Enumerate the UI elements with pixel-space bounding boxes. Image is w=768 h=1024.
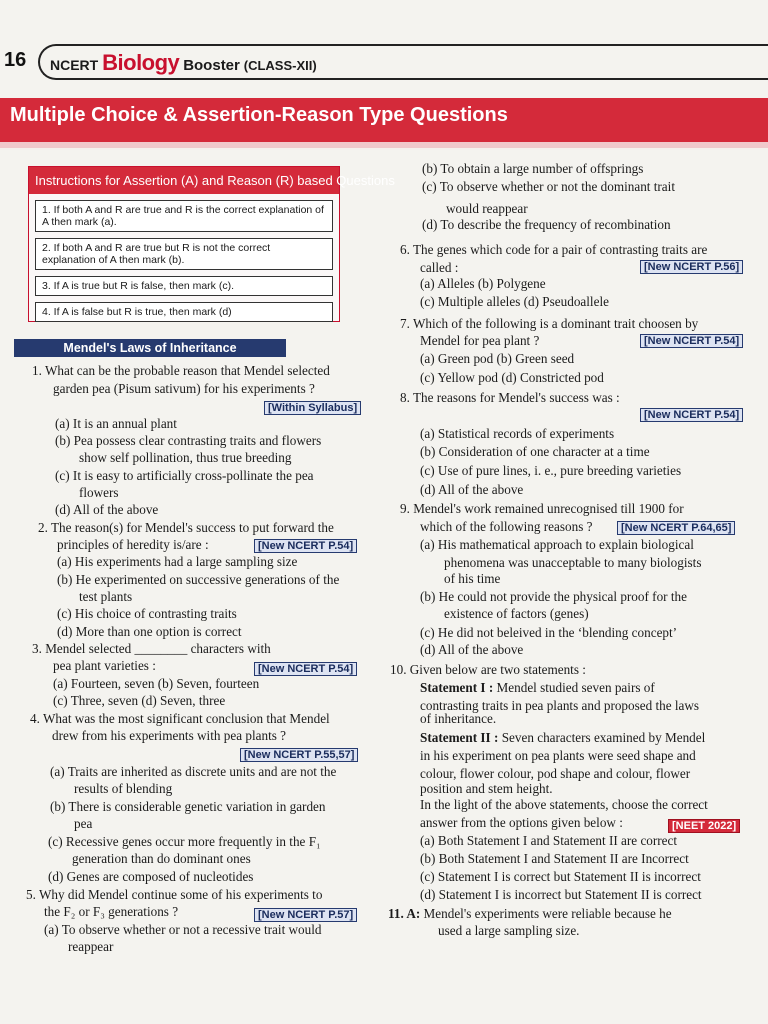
line-text: flowers [79, 485, 119, 500]
line-text: (b) There is considerable genetic variation in garden [50, 799, 326, 814]
text-line [52, 727, 286, 744]
line-text: answer from the options given below : [420, 815, 623, 830]
reference-tag: [New NCERT P.54] [640, 408, 743, 422]
text-line [57, 571, 339, 588]
text-line [400, 500, 684, 517]
text-line [57, 553, 297, 570]
text-line [400, 389, 620, 406]
text-line [420, 710, 496, 727]
line-text: of inheritance. [420, 711, 497, 726]
text-line [50, 798, 325, 815]
book-title [50, 50, 317, 76]
reference-tag: [New NCERT P.57] [254, 908, 357, 922]
line-text: phenomena was unacceptable to many biologists [444, 555, 702, 570]
line-text: (b) To obtain a large number of offsprings [422, 161, 644, 176]
line-text: 10. Given below are two statements : [390, 662, 586, 677]
instruction-item: 2. If both A and R are true but R is not the correct explanation of A then mark (b). [35, 238, 333, 270]
text-line [388, 905, 672, 922]
line-text: 9. Mendel's work remained unrecognised till 1900 for [400, 501, 684, 516]
text-line [400, 315, 698, 332]
line-text: pea [74, 816, 93, 831]
text-line [79, 484, 119, 501]
line-text: (a) Alleles (b) Polygene [420, 276, 546, 291]
line-text: Seven characters examined by Mendel [498, 730, 706, 745]
line-text: 6. The genes which code for a pair of contrasting traits are [400, 242, 708, 257]
line-text: 2. The reason(s) for Mendel's success to put forward the [38, 520, 334, 535]
line-text: would reappear [446, 201, 528, 216]
line-text: (c) To observe whether or not the dominant trait [422, 179, 675, 194]
line-text: principles of heredity is/are : [57, 537, 209, 552]
ncert-reference-tag [254, 659, 357, 676]
line-text: (c) Three, seven (d) Seven, three [53, 693, 226, 708]
reference-tag: [New NCERT P.56] [640, 260, 743, 274]
line-text: (d) All of the above [55, 502, 159, 517]
line-text: (b) He experimented on successive generations of the [57, 572, 340, 587]
text-line [55, 501, 158, 518]
line-text: (a) Both Statement I and Statement II are correct [420, 833, 678, 848]
text-line [420, 796, 708, 813]
class-label: (CLASS-XII) [243, 58, 317, 73]
line-text: (d) All of the above [420, 642, 524, 657]
biology-label: Biology [102, 50, 180, 75]
statement-label: 11. A: [388, 906, 421, 921]
line-text: (c) Use of pure lines, i. e., pure breeding varieties [420, 463, 682, 478]
text-line [57, 605, 237, 622]
text-line [420, 729, 705, 746]
text-line [420, 518, 593, 535]
statement-label: Statement II : [420, 730, 499, 745]
text-line [444, 554, 701, 571]
text-line [420, 814, 623, 831]
line-text: (d) More than one option is correct [57, 624, 242, 639]
line-text: drew from his experiments with pea plants ? [52, 728, 287, 743]
reference-tag: [New NCERT P.54] [640, 334, 743, 348]
text-line [420, 780, 553, 797]
reference-tag: [New NCERT P.54] [254, 539, 357, 553]
text-line [38, 519, 334, 536]
line-text: (a) It is an annual plant [55, 416, 177, 431]
line-text: Mendel's experiments were reliable because he [420, 906, 672, 921]
text-line [390, 661, 586, 678]
ncert-reference-tag [640, 257, 743, 274]
ncert-reference-tag [640, 331, 743, 348]
text-line [420, 350, 574, 367]
line-text: (c) Recessive genes occur more frequently in the F₁ [48, 834, 321, 849]
instruction-item: 4. If A is false but R is true, then mark (d) [35, 302, 333, 322]
text-line [72, 850, 251, 867]
reference-tag: [New NCERT P.54] [254, 662, 357, 676]
line-text: results of blending [74, 781, 173, 796]
text-line [53, 657, 156, 674]
line-text: (b) Pea possess clear contrasting traits and flowers [55, 433, 322, 448]
text-line [422, 178, 675, 195]
ncert-reference-tag [640, 405, 743, 422]
instructions-title: Instructions for Assertion (A) and Reason (R) based Questions [29, 167, 339, 194]
ncert-label: NCERT [50, 57, 99, 73]
line-text: (a) To observe whether or not a recessive trait would [44, 922, 322, 937]
text-line [420, 832, 677, 849]
ncert-reference-tag [617, 518, 735, 535]
text-line [420, 443, 650, 460]
text-line [53, 675, 259, 692]
text-line [57, 623, 242, 640]
line-text: which of the following reasons ? [420, 519, 593, 534]
line-text: In the light of the above statements, choose the correct [420, 797, 708, 812]
text-line [420, 886, 702, 903]
line-text: 4. What was the most significant conclusion that Mendel [30, 711, 330, 726]
ncert-reference-tag [264, 398, 361, 415]
text-line [74, 815, 92, 832]
line-text: the F₂ or F₃ generations ? [44, 904, 179, 919]
text-line [26, 886, 322, 903]
text-line [48, 868, 253, 885]
text-line [57, 536, 209, 553]
text-line [420, 259, 458, 276]
line-text: (a) His mathematical approach to explain biological [420, 537, 694, 552]
line-text: reappear [68, 939, 114, 954]
line-text: (c) His choice of contrasting traits [57, 606, 237, 621]
banner-title: Multiple Choice & Assertion-Reason Type Questions [10, 104, 508, 126]
ncert-reference-tag [240, 745, 358, 762]
line-text: garden pea (Pisum sativum) for his experiments ? [53, 381, 315, 396]
line-text: (d) Statement I is incorrect but Statement II is correct [420, 887, 702, 902]
line-text: pea plant varieties : [53, 658, 156, 673]
text-line [422, 160, 643, 177]
text-line [48, 833, 321, 850]
line-text: generation than do dominant ones [72, 851, 251, 866]
line-text: colour, flower colour, pod shape and colour, flower [420, 766, 691, 781]
line-text: show self pollination, thus true breeding [79, 450, 292, 465]
text-line [55, 415, 177, 432]
line-text: 3. Mendel selected ________ characters with [32, 641, 271, 656]
text-line [79, 449, 291, 466]
text-line [53, 692, 225, 709]
line-text: (b) He could not provide the physical proof for the [420, 589, 687, 604]
line-text: (d) Genes are composed of nucleotides [48, 869, 254, 884]
text-line [420, 641, 523, 658]
text-line [422, 216, 671, 233]
instruction-item: 3. If A is true but R is false, then mark (c). [35, 276, 333, 296]
text-line [30, 710, 330, 727]
line-text: (c) Statement I is correct but Statement II is incorrect [420, 869, 701, 884]
text-line [420, 536, 694, 553]
text-line [420, 747, 696, 764]
text-line [420, 588, 687, 605]
statement-label: Statement I : [420, 680, 494, 695]
text-line [420, 481, 523, 498]
ncert-reference-tag [668, 816, 740, 833]
line-text: (a) Traits are inherited as discrete units and are not the [50, 764, 337, 779]
text-line [74, 780, 172, 797]
line-text: (c) Multiple alleles (d) Pseudoallele [420, 294, 609, 309]
text-line [444, 605, 589, 622]
text-line [53, 380, 315, 397]
text-line [68, 938, 113, 955]
text-line [420, 369, 604, 386]
line-text: (a) Statistical records of experiments [420, 426, 615, 441]
line-text: (a) His experiments had a large sampling size [57, 554, 298, 569]
text-line [50, 763, 336, 780]
line-text: (a) Green pod (b) Green seed [420, 351, 575, 366]
line-text: (b) Both Statement I and Statement II are Incorrect [420, 851, 689, 866]
text-line [420, 624, 677, 641]
reference-tag: [New NCERT P.55,57] [240, 748, 358, 762]
ncert-reference-tag [254, 905, 357, 922]
line-text: used a large sampling size. [438, 923, 580, 938]
line-text: (a) Fourteen, seven (b) Seven, fourteen [53, 676, 260, 691]
text-line [420, 679, 655, 696]
ncert-reference-tag [254, 536, 357, 553]
line-text: 8. The reasons for Mendel's success was : [400, 390, 620, 405]
text-line [420, 275, 546, 292]
text-line [444, 570, 500, 587]
text-line [446, 200, 528, 217]
reference-tag: [NEET 2022] [668, 819, 740, 833]
text-line [420, 850, 689, 867]
instructions-box [28, 166, 395, 322]
reference-tag: [Within Syllabus] [264, 401, 361, 415]
text-line [420, 332, 539, 349]
line-text: called : [420, 260, 459, 275]
page-number: 16 [4, 49, 27, 71]
line-text: in his experiment on pea plants were seed shape and [420, 748, 696, 763]
text-line [44, 921, 322, 938]
line-text: (d) To describe the frequency of recombination [422, 217, 671, 232]
section-heading: Mendel's Laws of Inheritance [14, 339, 286, 357]
line-text: position and stem height. [420, 781, 553, 796]
text-line [400, 241, 707, 258]
text-line [420, 462, 681, 479]
line-text: contrasting traits in pea plants and proposed the laws [420, 698, 700, 713]
line-text: (d) All of the above [420, 482, 524, 497]
line-text: 5. Why did Mendel continue some of his experiments to [26, 887, 323, 902]
booster-label: Booster [183, 57, 240, 74]
text-line [420, 868, 701, 885]
line-text: existence of factors (genes) [444, 606, 589, 621]
text-line [55, 432, 321, 449]
line-text: of his time [444, 571, 501, 586]
text-line [32, 362, 330, 379]
line-text: test plants [79, 589, 133, 604]
text-line [420, 425, 614, 442]
line-text: (c) Yellow pod (d) Constricted pod [420, 370, 604, 385]
banner-strip [0, 142, 768, 148]
instruction-item: 1. If both A and R are true and R is the correct explanation of A then mark (a). [35, 200, 333, 232]
text-line [79, 588, 132, 605]
text-line [420, 293, 609, 310]
line-text: 7. Which of the following is a dominant trait choosen by [400, 316, 699, 331]
reference-tag: [New NCERT P.64,65] [617, 521, 735, 535]
line-text: Mendel studied seven pairs of [493, 680, 655, 695]
line-text: Mendel for pea plant ? [420, 333, 540, 348]
line-text: 1. What can be the probable reason that Mendel selected [32, 363, 330, 378]
line-text: (b) Consideration of one character at a time [420, 444, 650, 459]
line-text: (c) He did not beleived in the ‘blending concept’ [420, 625, 678, 640]
text-line [44, 903, 178, 920]
text-line [32, 640, 271, 657]
text-line [438, 922, 579, 939]
text-line [55, 467, 314, 484]
line-text: (c) It is easy to artificially cross-pollinate the pea [55, 468, 314, 483]
